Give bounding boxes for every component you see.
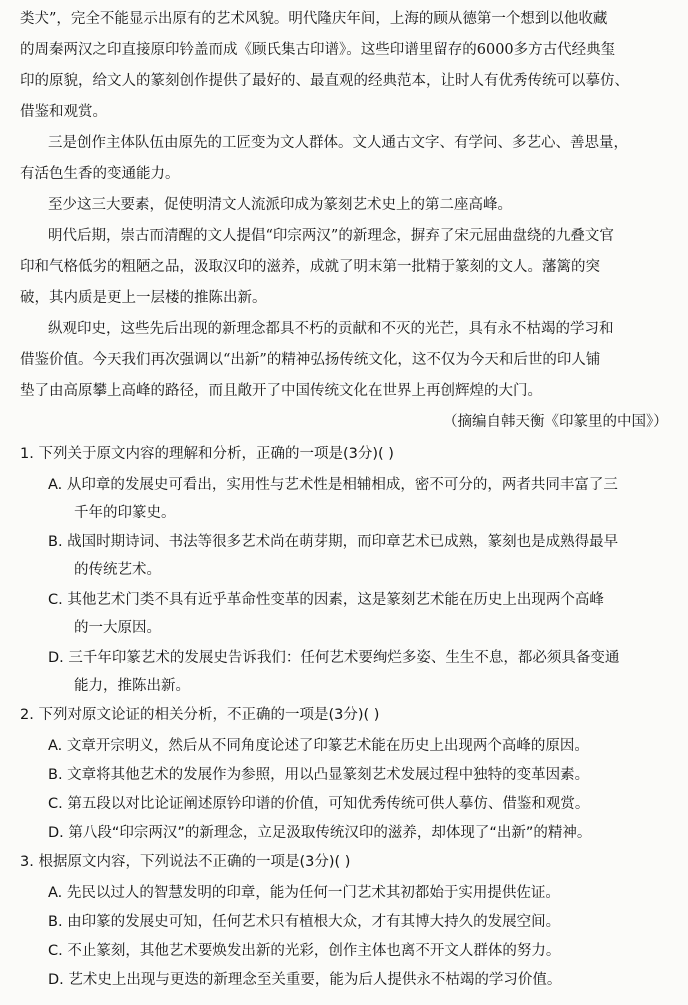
question-2-option-c[interactable]: C. 第五段以对比论证阐述原钤印谱的价值，可知优秀传统可供人摹仿、借鉴和观赏。 xyxy=(48,796,590,812)
question-3-option-a[interactable]: A. 先民以过人的智慧发明的印章，能为任何一门艺术其初都始于实用提供佐证。 xyxy=(48,885,560,901)
question-2-option-a[interactable]: A. 文章开宗明义，然后从不同角度论述了印篆艺术能在历史上出现两个高峰的原因。 xyxy=(48,738,589,754)
question-1-option-b-cont: 的传统艺术。 xyxy=(74,562,161,578)
passage-line: 的周秦两汉之印直接原印钤盖而成《顾氏集古印谱》。这些印谱里留存的6000多方古代经典玺 xyxy=(20,42,616,58)
question-2-stem: 2. 下列对原文论证的相关分析，不正确的一项是(3分)( ) xyxy=(20,707,380,723)
passage-line: 三是创作主体队伍由原先的工匠变为文人群体。文人通古文字、有学问、多艺心、善思量， xyxy=(48,135,628,151)
passage-line: 印和气格低劣的粗陋之品，汲取汉印的滋养，成就了明末第一批精于篆刻的文人。藩篱的突 xyxy=(20,259,600,275)
passage-line: 明代后期，崇古而清醒的文人提倡“印宗两汉”的新理念，摒弃了宋元屈曲盘绕的九叠文官 xyxy=(48,228,614,244)
passage-line: 借鉴价值。今天我们再次强调以“出新”的精神弘扬传统文化，这不仅为今天和后世的印人铺 xyxy=(20,352,601,368)
question-1-option-d-cont: 能力，推陈出新。 xyxy=(74,678,190,694)
question-3-stem: 3. 根据原文内容，下列说法不正确的一项是(3分)( ) xyxy=(20,854,351,870)
question-1-option-a[interactable]: A. 从印章的发展史可看出，实用性与艺术性是相辅相成，密不可分的，两者共同丰富了三 xyxy=(48,477,618,493)
question-3-option-c[interactable]: C. 不止篆刻，其他艺术要焕发出新的光彩，创作主体也离不开文人群体的努力。 xyxy=(48,943,561,959)
question-1-option-c-cont: 的一大原因。 xyxy=(74,620,161,636)
question-3-option-b[interactable]: B. 由印篆的发展史可知，任何艺术只有植根大众，才有其博大持久的发展空间。 xyxy=(48,914,561,930)
question-2-option-b[interactable]: B. 文章将其他艺术的发展作为参照，用以凸显篆刻艺术发展过程中独特的变革因素。 xyxy=(48,767,590,783)
passage-line: 有活色生香的变通能力。 xyxy=(20,166,180,182)
question-1-option-a-cont: 千年的印篆史。 xyxy=(74,505,176,521)
question-1-option-b[interactable]: B. 战国时期诗词、书法等很多艺术尚在萌芽期，而印章艺术已成熟，篆刻也是成熟得最早 xyxy=(48,534,619,550)
passage-line: 印的原貌，给文人的篆刻创作提供了最好的、最直观的经典范本，让时人有优秀传统可以摹仿、 xyxy=(20,73,629,89)
question-1-option-d[interactable]: D. 三千年印篆艺术的发展史告诉我们：任何艺术要绚烂多姿、生生不息，都必须具备变通 xyxy=(48,650,620,666)
passage-line: 破，其内质是更上一层楼的推陈出新。 xyxy=(20,290,267,306)
passage-line: 纵观印史，这些先后出现的新理念都具不朽的贡献和不灭的光芒，具有永不枯竭的学习和 xyxy=(48,321,614,337)
passage-line: 类犬”，完全不能显示出原有的艺术风貌。明代隆庆年间，上海的顾从德第一个想到以他收藏 xyxy=(20,11,608,27)
question-3-option-d[interactable]: D. 艺术史上出现与更迭的新理念至关重要，能为后人提供永不枯竭的学习价值。 xyxy=(48,972,562,988)
question-1-stem: 1. 下列关于原文内容的理解和分析，正确的一项是(3分)( ) xyxy=(20,446,394,462)
passage-source: （摘编自韩天衡《印篆里的中国》） xyxy=(443,414,668,430)
passage-line: 借鉴和观赏。 xyxy=(20,104,107,120)
passage-line: 至少这三大要素，促使明清文人流派印成为篆刻艺术史上的第二座高峰。 xyxy=(48,197,512,213)
question-2-option-d[interactable]: D. 第八段“印宗两汉”的新理念，立足汲取传统汉印的滋养，却体现了“出新”的精神。 xyxy=(48,825,592,841)
question-1-option-c[interactable]: C. 其他艺术门类不具有近乎革命性变革的因素，这是篆刻艺术能在历史上出现两个高峰 xyxy=(48,592,604,608)
passage-line: 垫了由高原攀上高峰的路径，而且敞开了中国传统文化在世界上再创辉煌的大门。 xyxy=(20,383,542,399)
